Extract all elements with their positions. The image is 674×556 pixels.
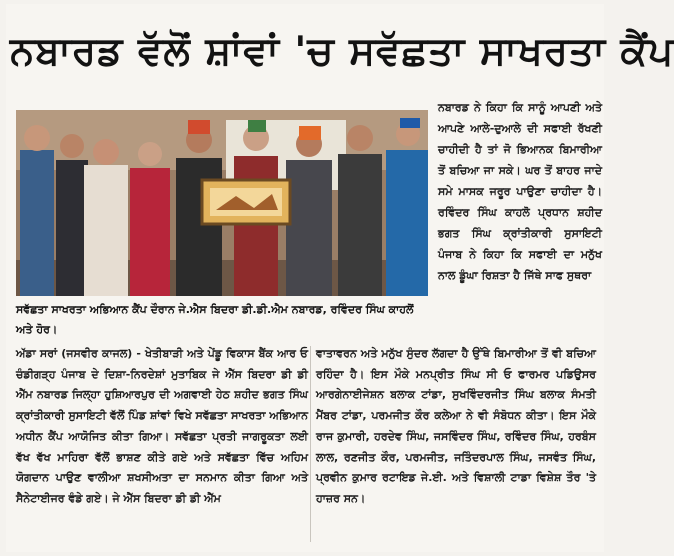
event-photo (16, 110, 428, 296)
column-divider (310, 346, 311, 542)
article-body-middle-column: ਵਾਤਾਵਰਨ ਅਤੇ ਮਨੁੱਖ ਸੁੰਦਰ ਲੱਗਦਾ ਹੈ ਉੱਥੇ ਬਿਮਾਰੀਆ ਤੋਂ ਵੀ ਬਚਿਆ ਰਹਿੰਦਾ ਹੈ। ਇਸ ਮੌਕੇ ਮਨਪ੍ਰੀਤ ਸਿੰਘ ਸੀ ਓ ਫਾਰਮਰ ਪਡਿਉਸਰ ਆਰਗੇਨਾਈਜੇਸ਼ਨ ਬਲਾਕ ਟਾਂਡਾ, ਸੁਖਵਿੰਦਰਜੀਤ ਸਿੰਘ ਬਲਾਕ ਸੰਮਤੀ ਮੈਂਬਰ ਟਾਂਡਾ, ਪਰਮਜੀਤ ਕੌਰ ਕਲੇਆ ਨੇ ਵੀ ਸੰਬੋਧਨ ਕੀਤਾ। ਇਸ ਮੌਕੇ ਰਾਜ ਕੁਮਾਰੀ, ਹਰਦੇਵ ਸਿੰਘ, ਜਸਵਿੰਦਰ ਸਿੰਘ, ਰਵਿੰਦਰ ਸਿੰਘ, ਹਰਬੰਸ ਲਾਲ, ਰਣਜੀਤ ਕੌਰ, ਪਰਮਜੀਤ, ਜਤਿੰਦਰਪਾਲ ਸਿੰਘ, ਜਸਵੰਤ ਸਿੰਘ, ਪ੍ਰਵੀਨ ਕੁਮਾਰ ਰਟਾਇਡ ਜੇ.ਈ. ਅਤੇ ਵਿਸ਼ਾਲੀ ਟਾਡਾ ਵਿਸ਼ੇਸ਼ ਤੌਰ 'ਤੇ ਹਾਜ਼ਰ ਸਨ। (316, 347, 596, 505)
article-headline: ਨਬਾਰਡ ਵੱਲੋਂ ਸ਼ਾਂਵਾਂ 'ਚ ਸਵੱਛਤਾ ਸਾਖਰਤਾ ਕੈਂਪ (10, 29, 674, 74)
article-body-left-column: ਅੱਡਾ ਸਰਾਂ (ਜਸਵੀਰ ਕਾਜਲ) - ਖੇਤੀਬਾੜੀ ਅਤੇ ਪੇਂਡੂ ਵਿਕਾਸ ਬੈਂਕ ਆਰ ਓ ਚੰਡੀਗੜ੍ਹ ਪੰਜਾਬ ਦੇ ਦਿਸ਼ਾ-ਨਿਰਦੇਸ਼ਾਂ ਮੁਤਾਬਿਕ ਜੇ ਐੱਸ ਬਿਦਰਾ ਡੀ ਡੀ ਐੱਮ ਨਬਾਰਡ ਜਿਲ੍ਹਾ ਹੁਸ਼ਿਆਰਪੁਰ ਦੀ ਅਗਵਾਈ ਹੇਠ ਸ਼ਹੀਦ ਭਗਤ ਸਿੰਘ ਕ੍ਰਾਂਤੀਕਾਰੀ ਸੁਸਾਇਟੀ ਵੱਲੋਂ ਪਿੰਡ ਸ਼ਾਂਵਾਂ ਵਿਖੇ ਸਵੱਛਤਾ ਸਾਖਰਤਾ ਅਭਿਆਨ ਅਧੀਨ ਕੈਂਪ ਆਯੋਜਿਤ ਕੀਤਾ ਗਿਆ। ਸਵੱਛਤਾ ਪ੍ਰਤੀ ਜਾਗਰੂਕਤਾ ਲਈ ਵੱਖ ਵੱਖ ਮਾਹਿਰਾ ਵੱਲੋਂ ਭਾਸ਼ਣ ਕੀਤੇ ਗਏ ਅਤੇ ਸਵੱਛਤਾ ਵਿੱਚ ਅਹਿਮ ਯੋਗਦਾਨ ਪਾਉਣ ਵਾਲੀਆ ਸ਼ਖਸੀਅਤਾ ਦਾ ਸਨਮਾਨ ਕੀਤਾ ਗਿਆ ਅਤੇ ਸੈਨੇਟਾਈਜਰ ਵੰਡੇ ਗਏ। ਜੇ ਐੱਸ ਬਿਦਰਾ ਡੀ ਡੀ ਐੱਮ (16, 347, 308, 505)
article-body-right-column: ਨਬਾਰਡ ਨੇ ਕਿਹਾ ਕਿ ਸਾਨੂੰ ਆਪਣੀ ਅਤੇ ਆਪਣੇ ਆਲੇ-ਦੁਆਲੇ ਦੀ ਸਫਾਈ ਰੱਖਣੀ ਚਾਹੀਦੀ ਹੈ ਤਾਂ ਜੋ ਭਿਆਨਕ ਬਿਮਾਰੀਆ ਤੋਂ ਬਚਿਆ ਜਾ ਸਕੇ। ਘਰ ਤੋਂ ਬਾਹਰ ਜਾਦੇ ਸਮੇ ਮਾਸਕ ਜਰੂਰ ਪਾਉਣਾ ਚਾਹੀਦਾ ਹੈ। ਰਵਿੰਦਰ ਸਿੰਘ ਕਾਹਲੋ ਪ੍ਰਧਾਨ ਸ਼ਹੀਦ ਭਗਤ ਸਿੰਘ ਕ੍ਰਾਂਤੀਕਾਰੀ ਸੁਸਾਇਟੀ ਪੰਜਾਬ ਨੇ ਕਿਹਾ ਕਿ ਸਫਾਈ ਦਾ ਮਨੁੱਖ ਨਾਲ ਡੂੰਘਾ ਰਿਸ਼ਤਾ ਹੈ ਜਿੱਥੇ ਸਾਫ ਸੁਥਰਾ (438, 101, 602, 282)
photo-caption: ਸਵੱਛਤਾ ਸਾਖਰਤਾ ਅਭਿਆਨ ਕੈਂਪ ਦੌਰਾਨ ਜੇ.ਐਸ ਬਿਦਰਾ ਡੀ.ਡੀ.ਐਮ ਨਬਾਰਡ, ਰਵਿੰਦਰ ਸਿੰਘ ਕਾਹਲੋਂ ਅਤੇ ਹੋਰ। (16, 303, 414, 336)
